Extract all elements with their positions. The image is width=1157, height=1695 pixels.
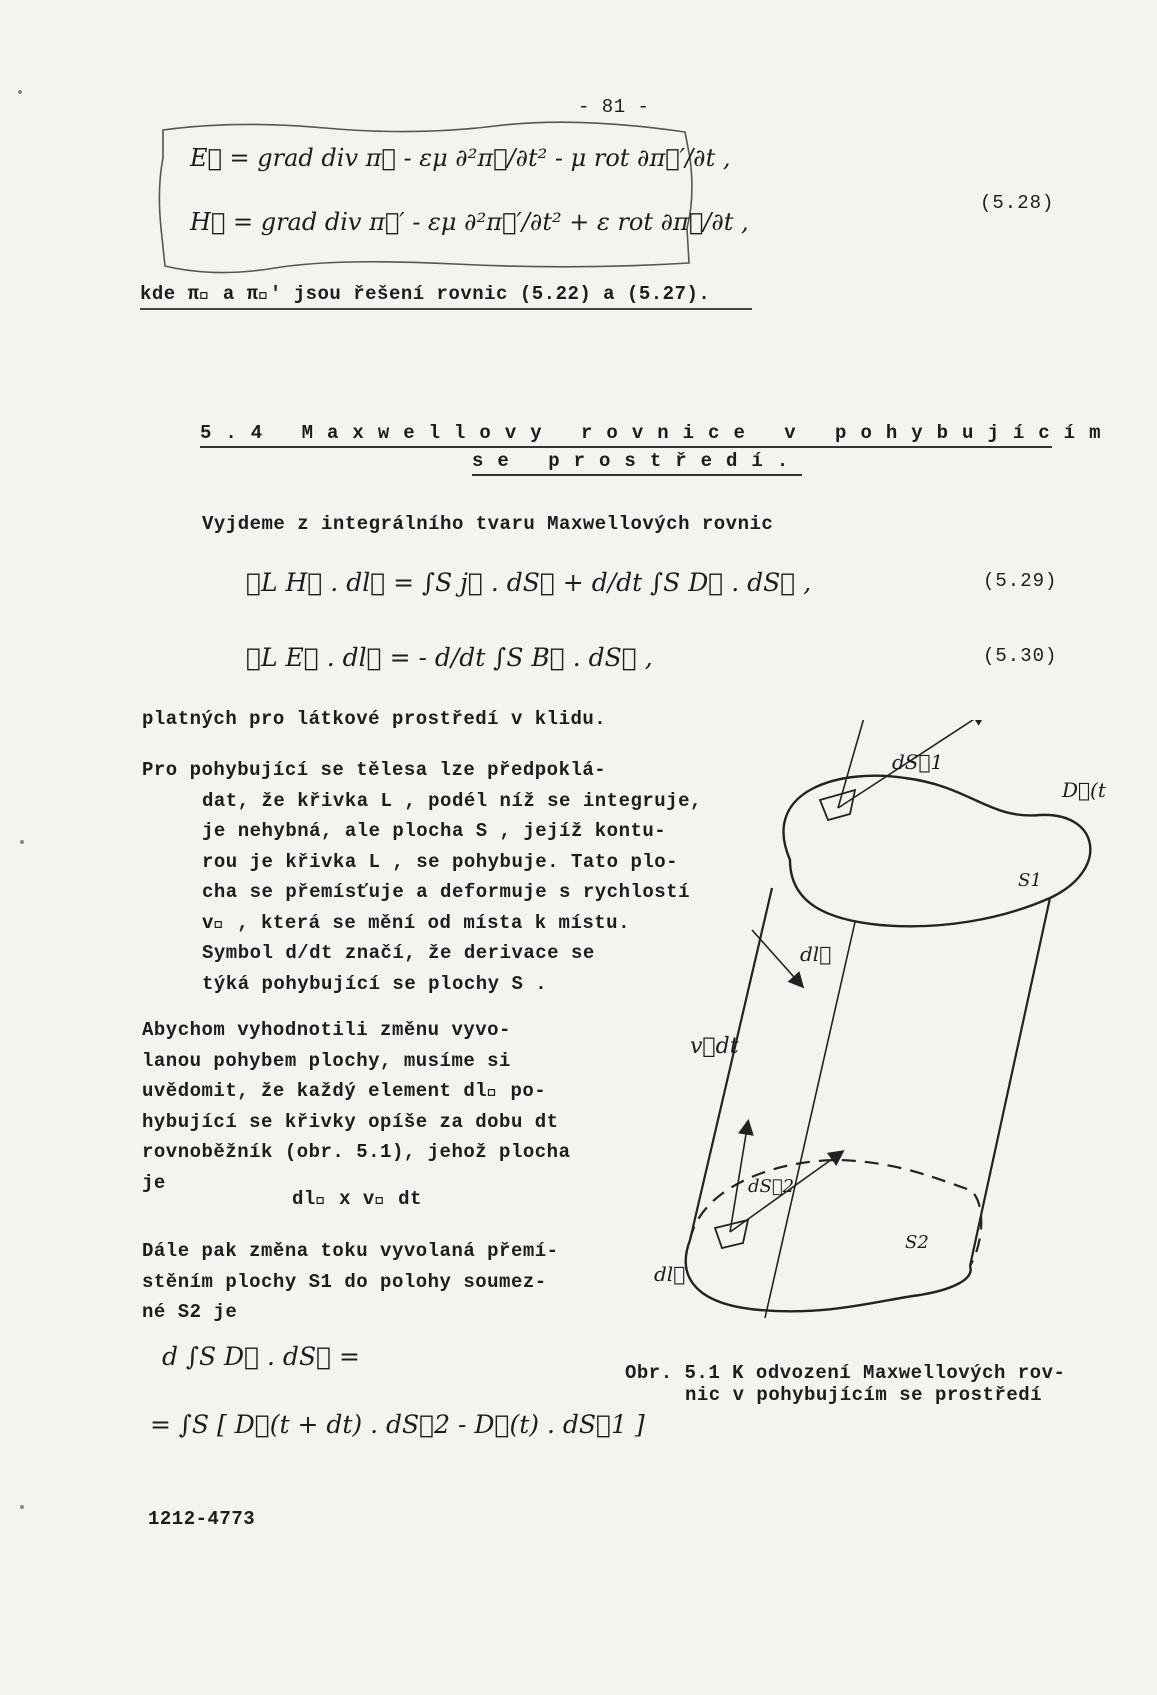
figure-5-1-drawing <box>640 720 1120 1320</box>
label-vdt: v⃗dt <box>690 1034 739 1059</box>
page-number: - 81 - <box>578 96 650 118</box>
equation-box-border <box>155 118 700 278</box>
scan-mark <box>18 90 22 94</box>
boxed-equation-e: E⃗ = grad div π⃗ - εμ ∂²π⃗/∂t² - μ rot ∂π⃗′/∂t , <box>190 144 731 172</box>
scan-mark <box>20 840 24 844</box>
figure-caption-line2: nic v pohybujícím se prostředí <box>685 1384 1043 1406</box>
intro-text: Vyjdeme z integrálního tvaru Maxwellových rovnic <box>202 513 774 535</box>
equation-number-5-29: (5.29) <box>983 570 1058 592</box>
scan-mark <box>20 1505 24 1509</box>
paragraph-3: Dále pak změna toku vyvolaná přemí- stěním plochy S1 do polohy soumez- né S2 je <box>142 1240 559 1323</box>
paragraph-2-formula: dl⃗ x v⃗ dt <box>292 1188 422 1210</box>
equation-5-30: ∮L E⃗ . dl⃗ = - d/dt ∫S B⃗ . dS⃗ , <box>246 643 653 672</box>
label-d-t: D⃗(t <box>1062 778 1106 802</box>
ds2-arrow <box>730 1122 748 1232</box>
section-heading-line2: se prostředí. <box>472 450 802 476</box>
ds1-arrow <box>838 720 872 808</box>
label-dl-bottom: dl⃗ <box>654 1262 686 1286</box>
paragraph-2: Abychom vyhodnotili změnu vyvo- lanou pohybem plochy, musíme si uvědomit, že každý element dl⃗ po- hybující se křivky opíše za dobu dt rovnoběžník (obr. 5.1), jehož plocha je <box>142 1019 571 1194</box>
equation-number-5-28: (5.28) <box>980 192 1055 214</box>
kde-line: kde π⃗ a π⃗′ jsou řešení rovnic (5.22) a (5.27). <box>140 283 752 310</box>
final-equation-line2: = ∫S [ D⃗(t + dt) . dS⃗2 - D⃗(t) . dS⃗1 ] <box>150 1410 645 1439</box>
vdt-line <box>765 922 855 1318</box>
section-heading-line1: 5.4 Maxwellovy rovnice v pohybujícím <box>200 422 1052 448</box>
dl-arrow <box>752 930 802 986</box>
label-s2: S2 <box>905 1232 929 1253</box>
element-ds1 <box>820 790 855 820</box>
boxed-equation-h: H⃗ = grad div π⃗′ - εμ ∂²π⃗′/∂t² + ε rot ∂π⃗/∂t , <box>190 208 749 236</box>
figure-caption-line1: Obr. 5.1 K odvození Maxwellových rov- <box>625 1362 1066 1384</box>
equation-number-5-30: (5.30) <box>983 645 1058 667</box>
paragraph-1: Pro pohybující se tělesa lze předpoklá- dat, že křivka L , podél níž se integruje, je nehybná, ale plocha S , jejíž kontu- rou je křivka L , se pohybuje. Tato plo- cha se přemísťuje a deformuje s rychlostí v⃗ , která se mění od místa k místu. Symbol d/dt značí, že derivace se týká pohybující se plochy S . <box>142 759 702 995</box>
final-equation-line1: d ∫S D⃗ . dS⃗ = <box>162 1342 360 1371</box>
surface-s1 <box>784 776 1091 927</box>
after-equation-text: platných pro látkové prostředí v klidu. <box>142 708 607 730</box>
cylinder-right-edge <box>970 898 1050 1266</box>
label-s1: S1 <box>1018 870 1042 891</box>
label-ds1: dS⃗1 <box>892 750 944 774</box>
label-ds2: dS⃗2 <box>748 1176 795 1197</box>
footer-code: 1212-4773 <box>148 1508 256 1530</box>
equation-5-29: ∮L H⃗ . dl⃗ = ∫S j⃗ . dS⃗ + d/dt ∫S D⃗ . dS⃗ , <box>246 568 812 597</box>
label-dl-top: dl⃗ <box>800 942 832 966</box>
